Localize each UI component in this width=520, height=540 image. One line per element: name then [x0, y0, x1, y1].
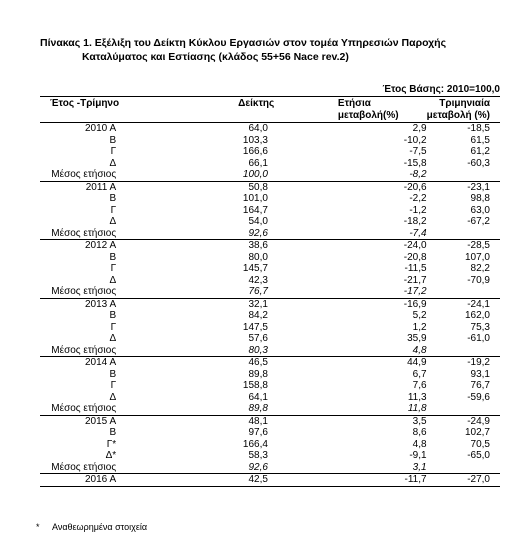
quarterly-change-cell: 63,0	[470, 204, 490, 216]
quarterly-change-cell: -23,1	[467, 181, 490, 193]
period-cell: Δ	[109, 157, 117, 169]
index-cell: 46,5	[248, 357, 268, 369]
table-row	[40, 263, 500, 275]
quarterly-change-cell: -18,5	[467, 123, 490, 135]
quarterly-change-cell: 61,5	[470, 134, 490, 146]
table-row	[40, 135, 500, 147]
index-cell: 38,6	[248, 240, 268, 252]
period-cell: Γ	[110, 380, 117, 392]
quarterly-change-cell: 102,7	[464, 427, 490, 439]
annual-change-cell: -10,2	[403, 134, 427, 146]
period-cell: Γ	[110, 263, 117, 275]
annual-change-cell: -2,2	[409, 193, 427, 205]
annual-change-cell: 11,3	[407, 391, 427, 403]
annual-change-cell: 7,6	[412, 380, 427, 392]
annual-average-row	[40, 403, 500, 415]
annual-change-cell: 44,9	[407, 357, 427, 369]
annual-change-cell: -11,5	[404, 263, 427, 275]
annual-change-cell: 2,9	[412, 123, 427, 135]
period-cell: Δ	[109, 333, 117, 345]
quarterly-change-cell: -24,9	[467, 415, 490, 427]
table-row	[40, 333, 500, 345]
annual-change-cell: -7,4	[276, 228, 427, 240]
index-cell: 145,7	[242, 263, 268, 275]
period-cell: Δ	[109, 391, 117, 403]
header-row-1	[40, 97, 500, 110]
quarterly-change-cell: 162,0	[464, 310, 490, 322]
annual-change-cell: 3,5	[412, 415, 427, 427]
quarterly-change-cell: -65,0	[467, 450, 490, 462]
annual-change-cell: -17,2	[276, 286, 427, 298]
header-quarterly-line1: Τριμηνιαία	[427, 97, 500, 110]
annual-change-cell: -7,5	[409, 146, 427, 158]
quarterly-change-cell: 93,1	[470, 368, 490, 380]
table-row	[40, 427, 500, 439]
annual-change-cell: -1,2	[409, 204, 427, 216]
footnote-marker: *	[36, 522, 40, 532]
period-cell: Δ	[109, 216, 117, 228]
index-cell: 80,0	[248, 251, 268, 263]
period-cell: Γ	[110, 321, 117, 333]
period-cell: Μέσος ετήσιος	[40, 286, 126, 298]
annual-change-cell: 4,8	[412, 438, 427, 450]
table-title-line2: Καταλύματος και Εστίασης (κλάδος 55+56 Nace rev.2)	[82, 51, 349, 63]
period-cell: Μέσος ετήσιος	[40, 169, 126, 181]
table-row	[40, 158, 500, 170]
annual-change-cell: 1,2	[412, 321, 427, 333]
annual-change-cell: -24,0	[403, 240, 427, 252]
period-cell: 2013 Α	[85, 298, 117, 310]
index-cell: 50,8	[248, 181, 268, 193]
table-row	[40, 322, 500, 334]
quarterly-change-cell	[427, 345, 500, 357]
quarterly-change-cell	[427, 169, 500, 181]
quarterly-change-cell: 75,3	[470, 321, 490, 333]
annual-change-cell: -8,2	[276, 169, 427, 181]
table-row	[40, 298, 500, 310]
index-cell: 64,0	[248, 123, 268, 135]
table-row	[40, 380, 500, 392]
quarterly-change-cell: -60,3	[467, 157, 490, 169]
table-row	[40, 181, 500, 193]
quarterly-change-cell: 76,7	[470, 380, 490, 392]
index-cell: 103,3	[242, 134, 268, 146]
footnote-text: Αναθεωρημένα στοιχεία	[52, 522, 148, 532]
table-title-line1: Πίνακας 1. Εξέλιξη του Δείκτη Κύκλου Εργασιών στον τομέα Υπηρεσιών Παροχής	[40, 37, 447, 49]
period-cell: 2015 Α	[85, 415, 117, 427]
annual-change-cell: -21,7	[403, 274, 427, 286]
index-cell: 76,7	[126, 286, 276, 298]
table-row	[40, 205, 500, 217]
table-row	[40, 123, 500, 135]
table-row	[40, 450, 500, 462]
annual-change-cell: -18,2	[403, 216, 427, 228]
annual-change-cell: -20,6	[403, 181, 427, 193]
period-cell: 2010 Α	[85, 123, 117, 135]
annual-change-cell: 6,7	[412, 368, 427, 380]
header-spacer	[40, 109, 126, 123]
base-year-label: Έτος Βάσης: 2010=100,0	[382, 84, 500, 95]
period-cell: Μέσος ετήσιος	[40, 403, 126, 415]
table-row	[40, 252, 500, 264]
quarterly-change-cell	[427, 462, 500, 474]
quarterly-change-cell: -59,6	[467, 391, 490, 403]
table-row	[40, 357, 500, 369]
index-cell: 166,4	[242, 438, 268, 450]
annual-change-cell: -15,8	[403, 157, 427, 169]
index-cell: 166,6	[242, 146, 268, 158]
period-cell: Μέσος ετήσιος	[40, 228, 126, 240]
table-row	[40, 146, 500, 158]
period-cell: Γ	[110, 146, 117, 158]
period-cell: Μέσος ετήσιος	[40, 462, 126, 474]
period-cell: Β	[109, 134, 117, 146]
index-cell: 89,8	[248, 368, 268, 380]
quarterly-change-cell: -19,2	[467, 357, 490, 369]
index-cell: 89,8	[126, 403, 276, 415]
index-cell: 164,7	[242, 204, 268, 216]
period-cell: Δ	[109, 274, 117, 286]
quarterly-change-cell: -27,0	[427, 474, 500, 487]
period-cell: Β	[109, 193, 117, 205]
index-cell: 66,1	[248, 157, 268, 169]
period-cell: Γ	[110, 204, 117, 216]
quarterly-change-cell: 70,5	[470, 438, 490, 450]
period-cell: 2012 Α	[85, 240, 117, 252]
quarterly-change-cell: 61,2	[470, 146, 490, 158]
quarterly-change-cell: 107,0	[464, 251, 490, 263]
quarterly-change-cell: -70,9	[467, 274, 490, 286]
quarterly-change-cell: -28,5	[467, 240, 490, 252]
header-quarterly-line2: μεταβολή (%)	[427, 109, 500, 123]
quarterly-change-cell: -67,2	[467, 216, 490, 228]
footnote	[36, 522, 147, 532]
header-period: Έτος -Τρίμηνο	[40, 97, 126, 110]
index-cell: 97,6	[248, 427, 268, 439]
period-cell: Δ*	[105, 450, 117, 462]
annual-change-cell: 4,8	[276, 345, 427, 357]
index-cell: 42,3	[248, 274, 268, 286]
period-cell: 2014 Α	[85, 357, 117, 369]
period-cell: Β	[109, 427, 117, 439]
index-cell: 80,3	[126, 345, 276, 357]
index-cell: 84,2	[248, 310, 268, 322]
annual-change-cell: -20,8	[403, 251, 427, 263]
annual-change-cell: 8,6	[412, 427, 427, 439]
table-row	[40, 193, 500, 205]
annual-change-cell: 11,8	[276, 403, 427, 415]
table-row	[40, 415, 500, 427]
index-cell: 48,1	[248, 415, 268, 427]
table-row	[40, 439, 500, 451]
header-index: Δείκτης	[126, 97, 276, 110]
quarterly-change-cell	[427, 286, 500, 298]
index-cell: 42,5	[126, 474, 276, 487]
index-cell: 100,0	[126, 169, 276, 181]
header-row-2	[40, 109, 500, 123]
index-cell: 54,0	[248, 216, 268, 228]
annual-average-row	[40, 169, 500, 181]
index-cell: 58,3	[248, 450, 268, 462]
period-cell: 2011 Α	[85, 181, 117, 193]
annual-average-row	[40, 462, 500, 474]
annual-average-row	[40, 228, 500, 240]
period-cell: Γ*	[106, 438, 117, 450]
index-cell: 64,1	[248, 391, 268, 403]
period-cell: Β	[109, 251, 117, 263]
period-cell: Β	[109, 310, 117, 322]
index-cell: 92,6	[126, 228, 276, 240]
header-annual-line1: Ετήσια	[276, 97, 427, 110]
table-row	[40, 392, 500, 404]
table-row	[40, 474, 500, 487]
period-cell: Β	[109, 368, 117, 380]
index-cell: 158,8	[242, 380, 268, 392]
quarterly-change-cell: 82,2	[470, 263, 490, 275]
quarterly-change-cell: 98,8	[470, 193, 490, 205]
table-body	[40, 123, 500, 487]
table-title	[40, 36, 510, 64]
index-cell: 57,6	[248, 333, 268, 345]
annual-change-cell: 5,2	[412, 310, 427, 322]
table-row	[40, 240, 500, 252]
period-cell: Μέσος ετήσιος	[40, 345, 126, 357]
annual-average-row	[40, 345, 500, 357]
annual-change-cell: -16,9	[403, 298, 427, 310]
index-table	[40, 96, 500, 487]
quarterly-change-cell: -24,1	[467, 298, 490, 310]
annual-change-cell: 35,9	[407, 333, 427, 345]
table-row	[40, 369, 500, 381]
index-cell: 147,5	[242, 321, 268, 333]
table-row	[40, 216, 500, 228]
table-row	[40, 310, 500, 322]
annual-change-cell: -9,1	[409, 450, 427, 462]
index-cell: 92,6	[126, 462, 276, 474]
quarterly-change-cell	[427, 403, 500, 415]
quarterly-change-cell	[427, 228, 500, 240]
table-row	[40, 275, 500, 287]
annual-change-cell: 3,1	[276, 462, 427, 474]
header-spacer	[126, 109, 276, 123]
annual-average-row	[40, 286, 500, 298]
header-annual-line2: μεταβολή(%)	[276, 109, 427, 123]
quarterly-change-cell: -61,0	[467, 333, 490, 345]
period-cell: 2016 Α	[40, 474, 126, 487]
annual-change-cell: -11,7	[276, 474, 427, 487]
index-cell: 101,0	[242, 193, 268, 205]
index-cell: 32,1	[248, 298, 268, 310]
